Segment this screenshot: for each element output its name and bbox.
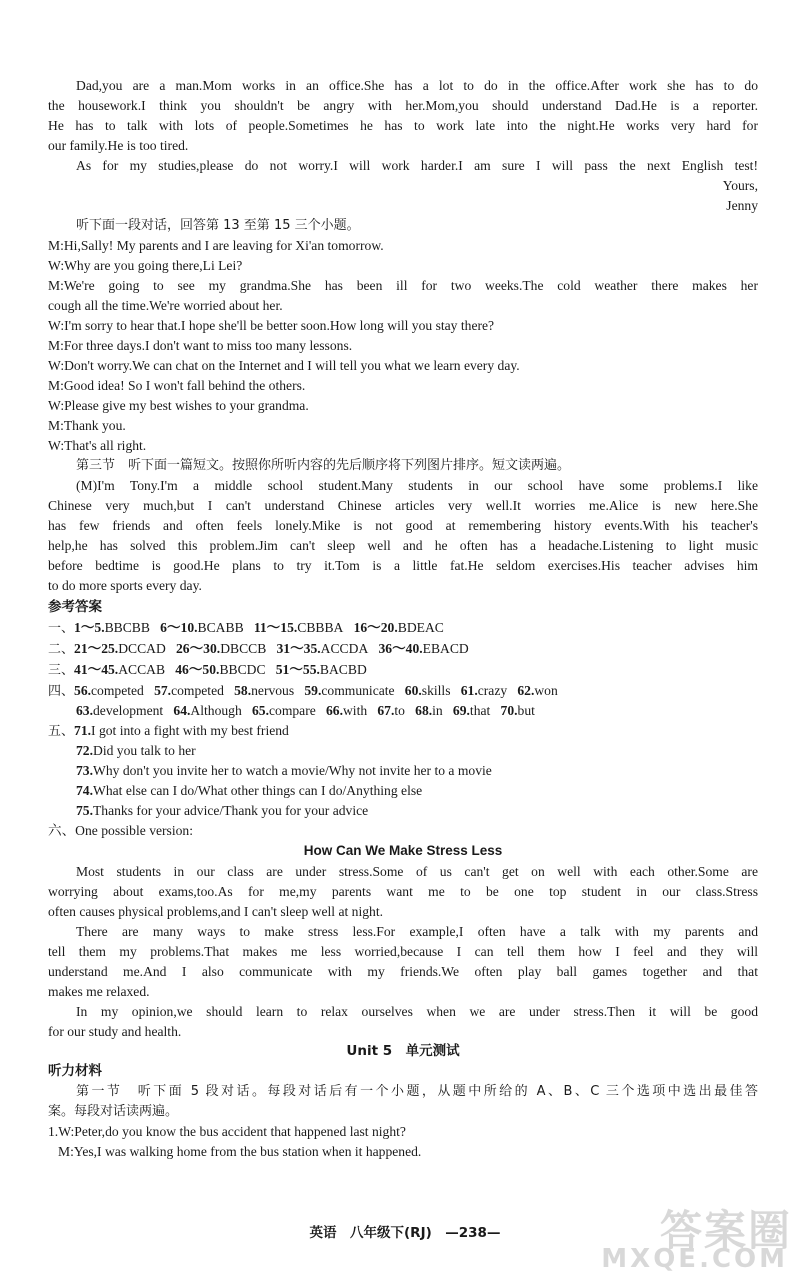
essay-title: How Can We Make Stress Less [303,843,503,858]
answer-num: 61. [460,683,478,698]
essay-line: There are many ways to make stress less.For example,I often have a talk with my parents and [76,924,758,939]
answer-val: What else can I do/What other things can I do/Anything else [93,783,423,798]
answer-prefix: 三、 [48,663,75,678]
essay-line: tell them my problems.That makes me less worried,because I can tell them how I feel and they will [48,944,758,959]
section3-line: help,he has solved this problem.Jim can't sleep well and he often has a headache.Listening to light music [48,538,758,553]
answer-val: CBBBA [297,620,344,635]
answer-val: to [394,703,405,718]
essay-line: Most students in our class are under stress.Some of us can't get on well with each other.Some are [76,864,758,879]
answer-val: EBACD [422,641,469,656]
essay-line: In my opinion,we should learn to relax ourselves when we are under stress.Then it will be good [76,1004,758,1019]
section3-line: to do more sports every day. [48,578,202,593]
answer-val: BBCBB [104,620,150,635]
dialogue-line: M:We're going to see my grandma.She has been ill for two weeks.The cold weather there makes her [48,278,758,293]
section3-line: (M)I'm Tony.I'm a middle school student.Many students in our school have some problems.I like [76,478,758,493]
answer-val: DCCAD [118,641,166,656]
dialogue-line: cough all the time.We're worried about her. [48,298,283,313]
watermark-text: 答案圈 [659,1206,792,1255]
letter-line: Dad,you are a man.Mom works in an office.She has a lot to do in the office.After work she has to do [76,78,758,93]
answer-row [76,741,758,761]
answer-num: 57. [154,683,172,698]
answer-val: BCABB [197,620,244,635]
dialogue-line: M:For three days.I don't want to miss too many lessons. [48,338,353,353]
dialogue-line: M:Yes,I was walking home from the bus station when it happened. [58,1144,422,1159]
answer-row [48,721,758,742]
answer-row [48,618,758,639]
answer-num: 51～55. [275,662,320,677]
answer-num: 70. [500,703,518,718]
essay-line: understand me.And I also communicate with my friends.We often play ball games together and that [48,964,758,979]
answer-num: 73. [76,763,93,778]
answer-num: 21～25. [74,641,119,656]
answer-prefix: 四、 [48,684,75,699]
answer-val: won [534,683,558,698]
letter-line: our family.He is too tired. [48,138,189,153]
answer-num: 68. [415,703,433,718]
answer-num: 36～40. [378,641,423,656]
answer-val: DBCCB [220,641,267,656]
dialogue-line: W:Please give my best wishes to your grandma. [48,398,309,413]
unit-instruction: 第一节 听下面 5 段对话。每段对话后有一个小题，从题中所给的 A、B、C 三个选项中选出最佳答 [76,1084,758,1099]
answer-val: that [469,703,491,718]
answer-val: compare [268,703,316,718]
answer-num: 41～45. [74,662,119,677]
answer-val: ACCDA [320,641,369,656]
answer-num: 6～10. [160,620,198,635]
dialogue-line: W:That's all right. [48,438,147,453]
answer-num: 62. [517,683,535,698]
answer-val: nervous [251,683,295,698]
answer-num: 63. [76,703,93,718]
letter-line: As for my studies,please do not worry.I will work harder.I am sure I will pass the next English test! [76,158,758,173]
answer-num: 72. [76,743,93,758]
answer-num: 59. [304,683,322,698]
answer-row: 六、One possible version: [48,823,193,838]
answer-row [76,761,758,781]
unit-title: Unit 5 单元测试 [346,1043,460,1059]
letter-closing: Yours, [722,178,758,193]
section3-line: Chinese very much,but I can't understand Chinese articles very well.It worries me.Alice is new here.She [48,498,758,513]
letter-line: the housework.I think you shouldn't be angry with her.Mom,you should understand Dad.He is a reporter. [48,98,758,113]
answer-val: but [517,703,535,718]
answer-val: ACCAB [118,662,166,677]
answer-num: 26～30. [176,641,221,656]
answer-val: BDEAC [397,620,444,635]
essay-line: often causes physical problems,and I can't sleep well at night. [48,904,384,919]
answer-num: 60. [404,683,422,698]
dialogue-line: M:Hi,Sally! My parents and I are leaving for Xi'an tomorrow. [48,238,384,253]
answer-num: 1～5. [74,620,105,635]
dialogue-line: 1.W:Peter,do you know the bus accident that happened last night? [48,1124,406,1139]
letter-signature: Jenny [726,198,758,213]
section3-line: has few friends and often feels lonely.Mike is not good at remembering history events.With his teacher's [48,518,758,533]
answer-prefix: 二、 [48,642,75,657]
unit-heading: 听力材料 [48,1063,102,1079]
watermark-url: MXQE.COM [601,1244,788,1274]
answer-num: 69. [452,703,470,718]
essay-line: makes me relaxed. [48,984,150,999]
answer-val: I got into a fight with my best friend [91,723,289,738]
dialogue-instruction: 听下面一段对话，回答第 13 至第 15 三个小题。 [76,218,360,233]
answer-num: 31～35. [276,641,321,656]
answer-row [76,781,758,801]
answer-row [48,681,758,702]
answer-val: skills [421,683,451,698]
page-footer: 英语 八年级下(RJ) —238— [309,1225,501,1241]
answer-num: 16～20. [353,620,398,635]
essay-line: worrying about exams,too.As for me,my parents want me to be one top student in our class.Stress [48,884,758,899]
answer-prefix: 五、 [48,724,75,739]
answer-val: competed [171,683,224,698]
answer-val: development [93,703,164,718]
answer-val: competed [91,683,144,698]
watermark-logo [602,1198,792,1276]
answers-heading: 参考答案 [48,599,102,615]
answer-num: 64. [173,703,191,718]
essay-line: for our study and health. [48,1024,182,1039]
answer-val: Why don't you invite her to watch a movie/Why not invite her to a movie [93,763,492,778]
answer-val: crazy [477,683,508,698]
dialogue-line: M:Good idea! So I won't fall behind the others. [48,378,306,393]
answer-val: in [432,703,443,718]
answer-num: 56. [74,683,92,698]
answer-val: with [342,703,368,718]
section3-line: before bedtime is good.He plans to try it.Tom is a little fat.He seldom exercises.His teacher advises him [48,558,758,573]
answer-row [76,801,758,821]
dialogue-line: M:Thank you. [48,418,126,433]
answer-num: 74. [76,783,93,798]
answer-val: BACBD [319,662,367,677]
answer-num: 65. [251,703,269,718]
answer-num: 67. [377,703,395,718]
dialogue-line: W:Don't worry.We can chat on the Internet and I will tell you what we learn every day. [48,358,520,373]
unit-instruction: 案。每段对话读两遍。 [48,1104,179,1119]
letter-line: He has to talk with lots of people.Sometimes he has to work late into the night.He works very hard for [48,118,758,133]
answer-val: BBCDC [219,662,266,677]
answer-val: communicate [321,683,395,698]
section3-instruction: 第三节 听下面一篇短文。按照你所听内容的先后顺序将下列图片排序。短文读两遍。 [76,458,571,473]
answer-row [48,660,758,681]
dialogue-line: W:Why are you going there,Li Lei? [48,258,243,273]
answer-num: 58. [234,683,252,698]
answer-val: Thanks for your advice/Thank you for your advice [93,803,369,818]
answer-prefix: 一、 [48,621,75,636]
dialogue-line: W:I'm sorry to hear that.I hope she'll be better soon.How long will you stay there? [48,318,495,333]
answer-num: 71. [74,723,92,738]
answer-num: 66. [325,703,343,718]
answer-row [48,639,758,660]
answer-num: 46～50. [175,662,220,677]
answer-val: Did you talk to her [93,743,196,758]
answer-num: 75. [76,803,93,818]
answer-num: 11～15. [253,620,298,635]
answer-val: Although [190,703,242,718]
answer-row [76,701,758,721]
